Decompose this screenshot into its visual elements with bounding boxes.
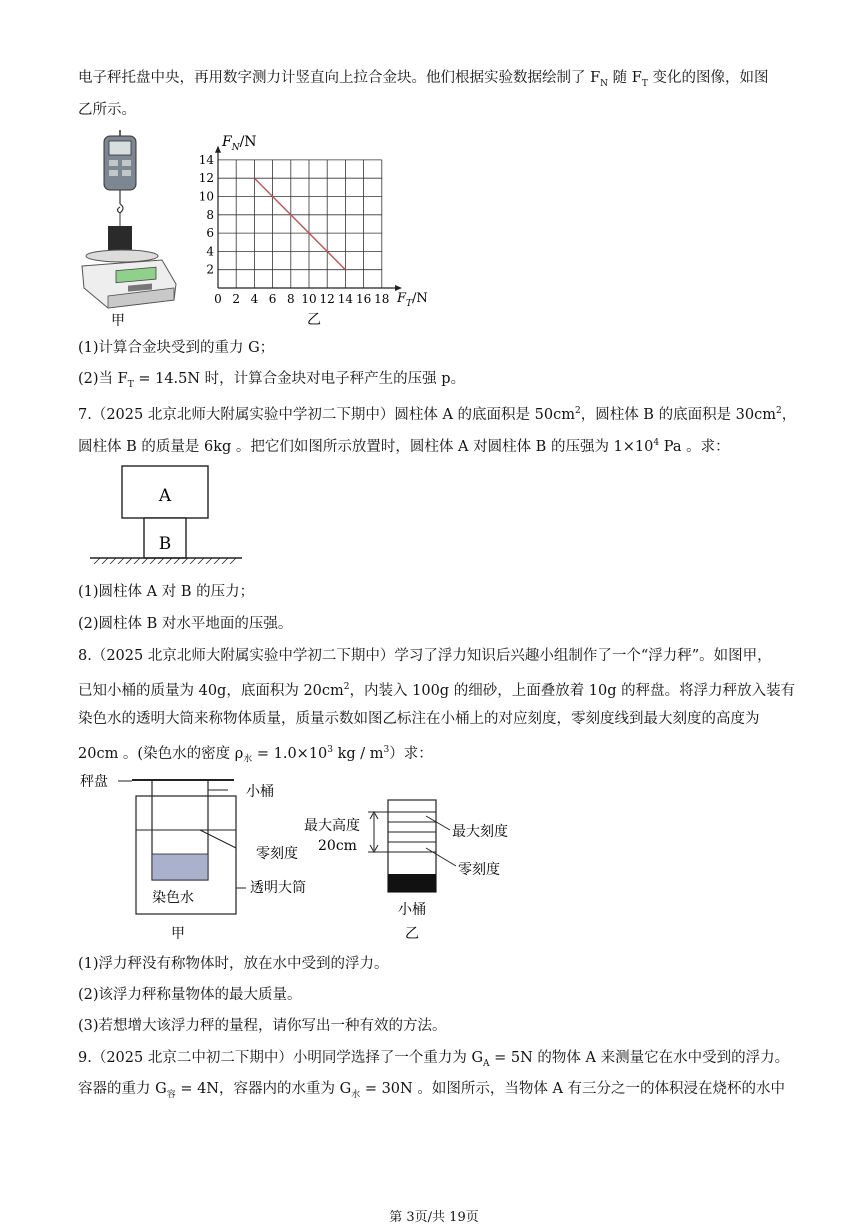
x-tick-label: 14: [337, 292, 354, 306]
x-tick-label: 16: [355, 292, 372, 306]
q8-line-2: 已知小桶的质量为 40g，底面积为 $20cm^2$，内装入 100g 的细砂，上面叠放着 10g 的秤盘。将浮力秤放入装有: [78, 682, 796, 699]
cylinder-b-label: B: [158, 534, 172, 554]
y-tick-label: 2: [206, 262, 214, 277]
x-tick-label: 0: [214, 292, 222, 306]
y-tick-label: 4: [206, 244, 214, 259]
fn-ft-chart: [196, 128, 436, 328]
label-zero-mark: 零刻度: [256, 846, 298, 862]
sand-fill: [152, 854, 208, 880]
q7-part-2: (2)圆柱体 B 对水平地面的压强。: [78, 616, 293, 632]
q7-part-1: (1)圆柱体 A 对 B 的压力；: [78, 584, 255, 600]
label-zero-mark-2: 零刻度: [458, 862, 500, 878]
intro-line-2: 乙所示。: [78, 102, 136, 118]
q9-line-2: 容器的重力 $G_容 = 4N$，容器内的水重为 $G_水 = 30N$ 。如图所示，当物体 A 有三分之一的体积浸在烧杯的水中: [78, 1081, 786, 1100]
q6-part-1: (1)计算合金块受到的重力 G；: [78, 340, 275, 356]
sand-layer: [388, 874, 436, 892]
x-tick-label: 6: [268, 292, 277, 306]
label-height-value: 20cm: [318, 838, 357, 854]
scale-figure: [78, 128, 184, 328]
y-tick-labels: [199, 153, 215, 277]
chart-axes: [215, 146, 402, 291]
x-axis-label: $F_T/N$: [397, 291, 428, 309]
q8-part-3: (3)若想增大该浮力秤的量程，请你写出一种有效的方法。: [78, 1018, 447, 1034]
figure-label-yi: 乙: [307, 312, 321, 328]
x-tick-labels: [214, 292, 389, 306]
x-tick-label: 18: [374, 292, 390, 306]
figure-label-jia-q8: 甲: [171, 926, 185, 942]
q8-line-4: 20cm 。(染色水的密度 $\rho_水 = 1.0\times 10^3$ kg / $m^3$）求：: [78, 745, 433, 765]
y-tick-label: 12: [198, 171, 214, 186]
ground-hatching: [94, 558, 236, 564]
label-xiao-tong: 小桶: [246, 784, 274, 800]
y-axis-label: $F_N/N$: [222, 134, 257, 153]
q7-line-1: 7.（2025 北京北师大附属实验中学初二下期中）圆柱体 A 的底面积是 $50cm^2$，圆柱体 B 的底面积是 $30cm^2$，: [78, 406, 797, 423]
x-tick-label: 12: [319, 292, 335, 306]
x-tick-label: 8: [286, 292, 295, 306]
q9-line-1: 9.（2025 北京二中初二下期中）小明同学选择了一个重力为 $G_A = 5N$ 的物体 A 来测量它在水中受到的浮力。: [78, 1050, 790, 1069]
q7-line-2: 圆柱体 B 的质量是 6kg 。把它们如图所示放置时，圆柱体 A 对圆柱体 B 的压强为 $1\times 10^4$ Pa 。求：: [78, 438, 730, 455]
force-meter-illustration: [104, 130, 136, 226]
figure-label-yi-q8: 乙: [405, 926, 419, 942]
y-tick-label: 8: [206, 207, 214, 222]
y-tick-label: 10: [198, 189, 214, 204]
x-tick-label: 2: [232, 292, 241, 306]
label-max-mark: 最大刻度: [452, 824, 508, 840]
figure-label-jia: 甲: [111, 313, 125, 328]
buoyancy-scale-figure-yi: [302, 796, 522, 944]
intro-line-1: 电子秤托盘中央，再用数字测力计竖直向上拉合金块。他们根据实验数据绘制了 $F_N$ 随 $F_T$ 变化的图像，如图: [78, 70, 769, 89]
label-dyed-water: 染色水: [152, 890, 194, 906]
y-tick-label: 14: [198, 152, 214, 167]
q8-line-3: 染色水的透明大筒来称物体质量，质量示数如图乙标注在小桶上的对应刻度，零刻度线到最大刻度的高度为: [78, 711, 760, 727]
buoyancy-scale-figure-jia: [78, 768, 318, 944]
q8-line-1: 8.（2025 北京北师大附属实验中学初二下期中）学习了浮力知识后兴趣小组制作了一个“浮力秤”。如图甲，: [78, 648, 772, 664]
chart-series: [254, 178, 345, 270]
series-line: [254, 178, 345, 270]
x-tick-label: 10: [301, 292, 317, 306]
page-number: 第 3页/共 19页: [389, 1210, 479, 1225]
x-tick-label: 4: [250, 292, 259, 306]
q8-part-2: (2)该浮力秤称量物体的最大质量。: [78, 987, 302, 1003]
label-max-height: 最大高度: [304, 818, 360, 834]
q8-part-1: (1)浮力秤没有称物体时，放在水中受到的浮力。: [78, 956, 389, 972]
label-big-cylinder: 透明大筒: [250, 880, 306, 896]
q6-part-2: (2)当 $F_T = 14.5N$ 时，计算合金块对电子秤产生的压强 p。: [78, 371, 466, 390]
cylinder-a-label: A: [158, 486, 172, 506]
cylinders-figure: [86, 462, 246, 570]
electronic-scale-illustration: [82, 250, 176, 308]
label-cheng-pan: 秤盘: [80, 774, 108, 790]
y-tick-label: 6: [206, 226, 214, 241]
label-xiao-tong-2: 小桶: [398, 902, 426, 918]
